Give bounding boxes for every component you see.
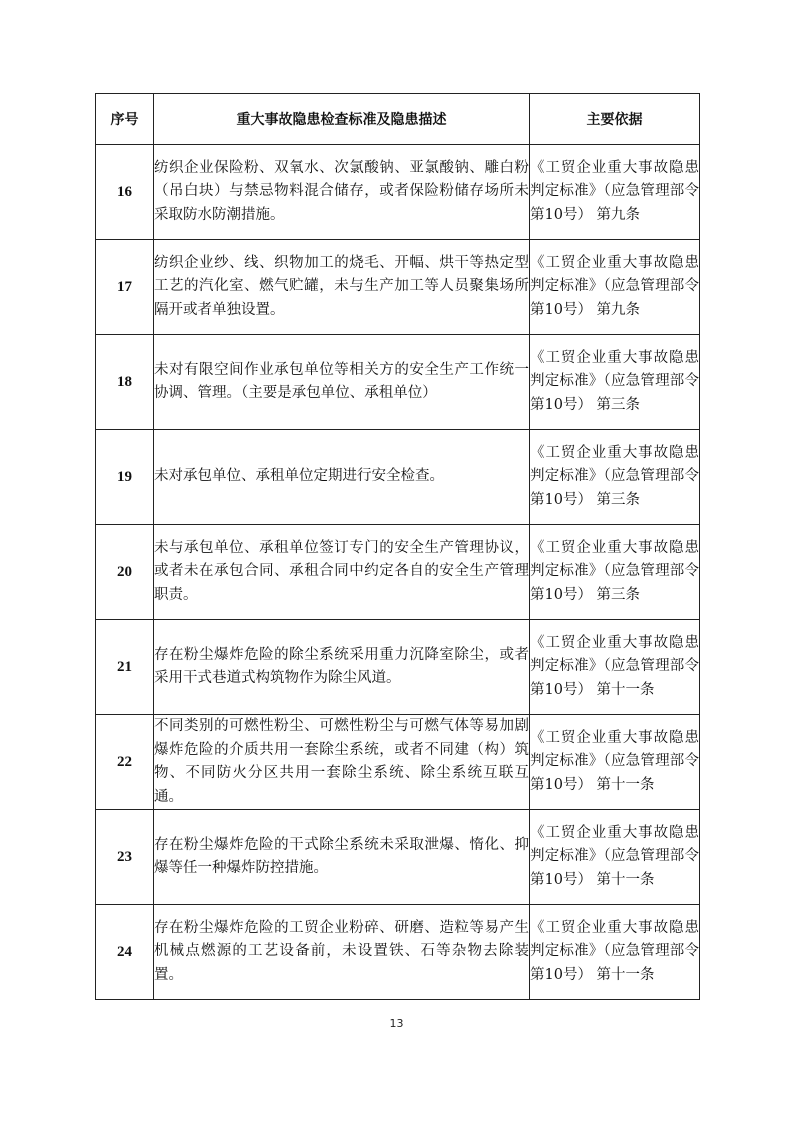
row-description: 不同类别的可燃性粉尘、可燃性粉尘与可燃气体等易加剧爆炸危险的介质共用一套除尘系统，或者不同建（构）筑物、不同防火分区共用一套除尘系统、除尘系统互联互通。 <box>154 715 530 810</box>
row-number: 21 <box>96 620 154 715</box>
row-basis: 《工贸企业重大事故隐患判定标准》（应急管理部令第10号） 第三条 <box>530 525 700 620</box>
header-no: 序号 <box>96 94 154 145</box>
hazard-table <box>95 93 700 1000</box>
row-number: 18 <box>96 335 154 430</box>
table-row <box>96 335 700 430</box>
row-description: 存在粉尘爆炸危险的工贸企业粉碎、研磨、造粒等易产生机械点燃源的工艺设备前，未设置铁、石等杂物去除装置。 <box>154 905 530 1000</box>
row-basis: 《工贸企业重大事故隐患判定标准》（应急管理部令第10号） 第十一条 <box>530 905 700 1000</box>
row-number: 16 <box>96 145 154 240</box>
table-row <box>96 620 700 715</box>
row-basis: 《工贸企业重大事故隐患判定标准》（应急管理部令第10号） 第三条 <box>530 335 700 430</box>
table-row <box>96 240 700 335</box>
table-row <box>96 810 700 905</box>
row-basis: 《工贸企业重大事故隐患判定标准》（应急管理部令第10号） 第三条 <box>530 430 700 525</box>
row-basis: 《工贸企业重大事故隐患判定标准》（应急管理部令第10号） 第九条 <box>530 240 700 335</box>
row-number: 23 <box>96 810 154 905</box>
table-row <box>96 430 700 525</box>
page-number: 13 <box>389 1017 404 1030</box>
row-description: 存在粉尘爆炸危险的干式除尘系统未采取泄爆、惰化、抑爆等任一种爆炸防控措施。 <box>154 810 530 905</box>
row-number: 20 <box>96 525 154 620</box>
row-description: 未与承包单位、承租单位签订专门的安全生产管理协议，或者未在承包合同、承租合同中约定各自的安全生产管理职责。 <box>154 525 530 620</box>
table-row <box>96 145 700 240</box>
table-row <box>96 905 700 1000</box>
row-number: 24 <box>96 905 154 1000</box>
row-description: 纺织企业纱、线、织物加工的烧毛、开幅、烘干等热定型工艺的汽化室、燃气贮罐，未与生产加工等人员聚集场所隔开或者单独设置。 <box>154 240 530 335</box>
row-description: 未对承包单位、承租单位定期进行安全检查。 <box>154 430 530 525</box>
table-header-row <box>96 94 700 145</box>
row-description: 纺织企业保险粉、双氧水、次氯酸钠、亚氯酸钠、雕白粉（吊白块）与禁忌物料混合储存，或者保险粉储存场所未采取防水防潮措施。 <box>154 145 530 240</box>
row-number: 17 <box>96 240 154 335</box>
row-description: 未对有限空间作业承包单位等相关方的安全生产工作统一协调、管理。（主要是承包单位、承租单位） <box>154 335 530 430</box>
table-row <box>96 715 700 810</box>
row-basis: 《工贸企业重大事故隐患判定标准》（应急管理部令第10号） 第十一条 <box>530 810 700 905</box>
row-basis: 《工贸企业重大事故隐患判定标准》（应急管理部令第10号） 第九条 <box>530 145 700 240</box>
row-basis: 《工贸企业重大事故隐患判定标准》（应急管理部令第10号） 第十一条 <box>530 620 700 715</box>
header-basis: 主要依据 <box>530 94 700 145</box>
row-number: 19 <box>96 430 154 525</box>
row-basis: 《工贸企业重大事故隐患判定标准》（应急管理部令第10号） 第十一条 <box>530 715 700 810</box>
table-row <box>96 525 700 620</box>
row-description: 存在粉尘爆炸危险的除尘系统采用重力沉降室除尘，或者采用干式巷道式构筑物作为除尘风道。 <box>154 620 530 715</box>
row-number: 22 <box>96 715 154 810</box>
header-description: 重大事故隐患检查标准及隐患描述 <box>154 94 530 145</box>
